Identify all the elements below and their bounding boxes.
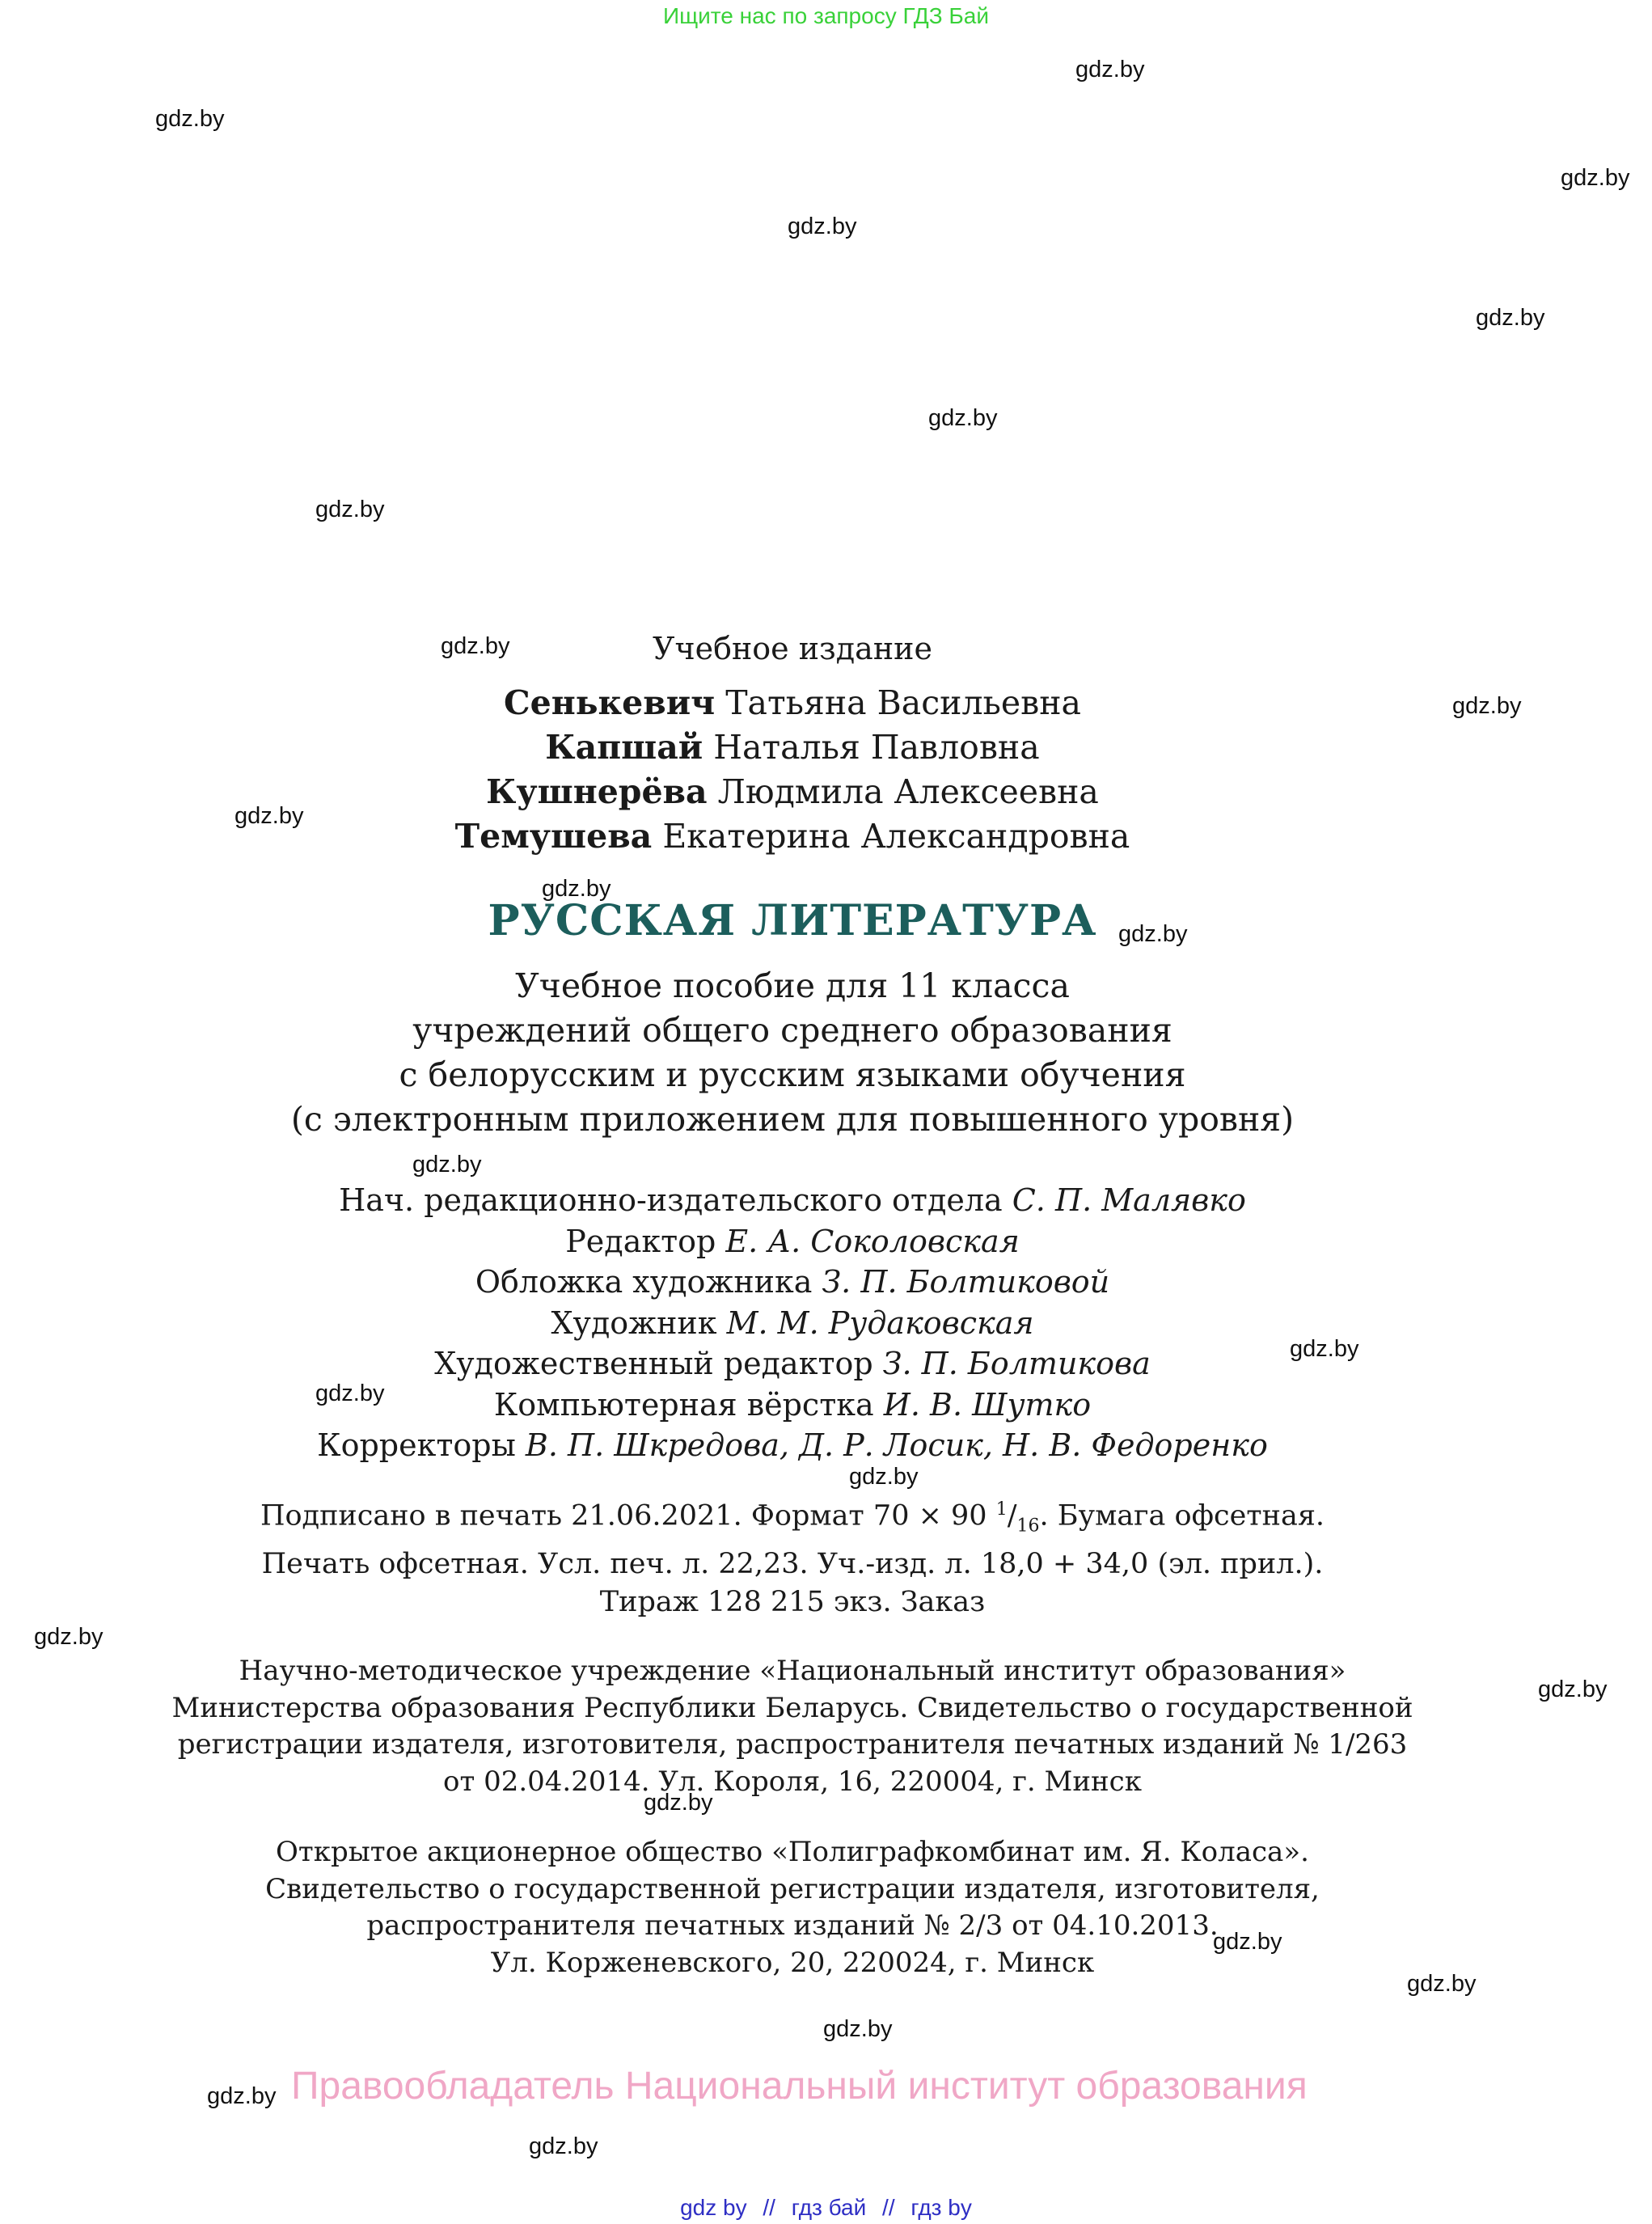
subtitle-line: учреждений общего среднего образования xyxy=(412,1011,1172,1050)
printer-line: Свидетельство о государственной регистрации издателя, изготовителя, xyxy=(265,1872,1320,1905)
author-line xyxy=(0,681,1585,725)
publisher-line: регистрации издателя, изготовителя, распространителя печатных изданий № 1/263 xyxy=(177,1728,1408,1761)
print-line-end: . Бумага офсетная. xyxy=(1039,1499,1325,1533)
staff-line xyxy=(0,1425,1585,1466)
printer-line: распространителя печатных изданий № 2/3 от 04.10.2013. xyxy=(366,1909,1219,1942)
watermark: gdz.by xyxy=(412,1152,482,1178)
staff-role: Художественный редактор xyxy=(434,1346,873,1381)
printer-info xyxy=(0,1834,1585,1981)
subtitle-line: с белорусским и русским языками обучения xyxy=(399,1055,1186,1094)
author-line xyxy=(0,770,1585,814)
author-surname: Капшай xyxy=(545,728,703,767)
staff-person: С. П. Малявко xyxy=(1012,1182,1246,1218)
printer-line: Открытое акционерное общество «Полиграфкомбинат им. Я. Коласа». xyxy=(276,1836,1309,1868)
watermark: gdz.by xyxy=(441,633,510,659)
staff-person: Е. А. Соколовская xyxy=(725,1223,1020,1259)
watermark: gdz.by xyxy=(1075,57,1145,82)
author-surname: Сенькевич xyxy=(503,683,716,722)
staff-line xyxy=(0,1303,1585,1344)
publisher-line: от 02.04.2014. Ул. Короля, 16, 220004, г. Минск xyxy=(443,1765,1142,1798)
watermark: gdz.by xyxy=(529,2133,598,2159)
watermark: gdz.by xyxy=(1561,165,1630,191)
footer-link[interactable]: гдз by xyxy=(911,2195,972,2220)
watermark: gdz.by xyxy=(788,214,857,239)
watermark: gdz.by xyxy=(1213,1929,1282,1955)
staff-person: М. М. Рудаковская xyxy=(726,1304,1034,1341)
staff-line xyxy=(0,1180,1585,1221)
staff-line xyxy=(0,1385,1585,1426)
publisher-info xyxy=(0,1653,1585,1800)
staff-line xyxy=(0,1343,1585,1385)
staff-list xyxy=(0,1180,1585,1466)
staff-role: Обложка художника xyxy=(475,1264,813,1300)
edition-type: Учебное издание xyxy=(653,631,932,666)
subtitle-line: Учебное пособие для 11 класса xyxy=(515,966,1070,1005)
author-surname: Темушева xyxy=(454,817,653,856)
staff-person: В. П. Шкредова, Д. Р. Лосик, Н. В. Федоренко xyxy=(525,1427,1268,1463)
book-title: РУССКАЯ ЛИТЕРАТУРА xyxy=(488,896,1097,945)
footer-separator: // xyxy=(882,2195,895,2220)
watermark: gdz.by xyxy=(315,497,385,522)
staff-person: З. П. Болтиковой xyxy=(822,1264,1110,1300)
footer-separator: // xyxy=(763,2195,775,2220)
print-line: Печать офсетная. Усл. печ. л. 22,23. Уч.-изд. л. 18,0 + 34,0 (эл. прил.). xyxy=(261,1547,1324,1580)
watermark: gdz.by xyxy=(1476,305,1545,331)
footer-link[interactable]: гдз бай xyxy=(791,2195,867,2220)
staff-person: И. В. Шутко xyxy=(883,1386,1092,1423)
author-line xyxy=(0,814,1585,859)
staff-role: Редактор xyxy=(565,1223,716,1259)
author-name: Татьяна Васильевна xyxy=(725,683,1081,722)
watermark: gdz.by xyxy=(1407,1971,1477,1997)
print-info xyxy=(0,1490,1585,1621)
watermark: gdz.by xyxy=(1538,1676,1608,1702)
publisher-line: Научно-методическое учреждение «Национальный институт образования» xyxy=(239,1655,1346,1687)
watermark: gdz.by xyxy=(155,106,225,132)
printer-line: Ул. Корженевского, 20, 220024, г. Минск xyxy=(490,1946,1095,1979)
staff-role: Художник xyxy=(551,1304,717,1341)
print-line-start: Подписано в печать 21.06.2021. Формат 70 × 90 xyxy=(260,1499,987,1533)
author-name: Наталья Павловна xyxy=(713,728,1040,767)
author-surname: Кушнерёва xyxy=(486,772,708,811)
staff-line xyxy=(0,1221,1585,1262)
subtitle-line: (с электронным приложением для повышенного уровня) xyxy=(290,1100,1295,1139)
author-line xyxy=(0,725,1585,770)
book-subtitle xyxy=(0,964,1585,1142)
watermark: gdz.by xyxy=(928,405,998,431)
footer-link[interactable]: gdz by xyxy=(680,2195,747,2220)
staff-role: Компьютерная вёрстка xyxy=(493,1386,874,1423)
author-name: Екатерина Александровна xyxy=(662,817,1130,856)
staff-line xyxy=(0,1262,1585,1303)
watermark: gdz.by xyxy=(823,2016,893,2042)
watermark: gdz.by xyxy=(644,1790,713,1816)
format-fraction-denominator: 16 xyxy=(1016,1516,1040,1537)
staff-role: Нач. редакционно-издательского отдела xyxy=(339,1182,1003,1218)
search-hint: Ищите нас по запросу ГДЗ Бай xyxy=(662,3,990,28)
watermark: gdz.by xyxy=(1118,921,1188,947)
staff-person: З. П. Болтикова xyxy=(882,1346,1151,1381)
print-line: Тираж 128 215 экз. Заказ xyxy=(599,1585,986,1618)
publisher-line: Министерства образования Республики Беларусь. Свидетельство о государственной xyxy=(171,1691,1413,1724)
watermark: gdz.by xyxy=(207,2083,277,2109)
print-line: Подписано в печать 21.06.2021. Формат 70 × 90 $^1/_{16}$. Бумага офсетная. xyxy=(260,1499,1325,1537)
watermark: gdz.by xyxy=(315,1380,385,1406)
footer-links xyxy=(0,2195,1652,2221)
author-name: Людмила Алексеевна xyxy=(717,772,1099,811)
watermark: gdz.by xyxy=(542,876,611,902)
staff-role: Корректоры xyxy=(317,1427,516,1463)
watermark: gdz.by xyxy=(34,1624,104,1650)
watermark: gdz.by xyxy=(1290,1336,1359,1362)
watermark: gdz.by xyxy=(849,1464,919,1490)
authors-list xyxy=(0,681,1585,859)
watermark: gdz.by xyxy=(234,803,304,829)
watermark: gdz.by xyxy=(1452,693,1522,719)
rights-holder: Правообладатель Национальный институт образования xyxy=(291,2065,1308,2108)
format-fraction-numerator: 1 xyxy=(995,1499,1008,1520)
